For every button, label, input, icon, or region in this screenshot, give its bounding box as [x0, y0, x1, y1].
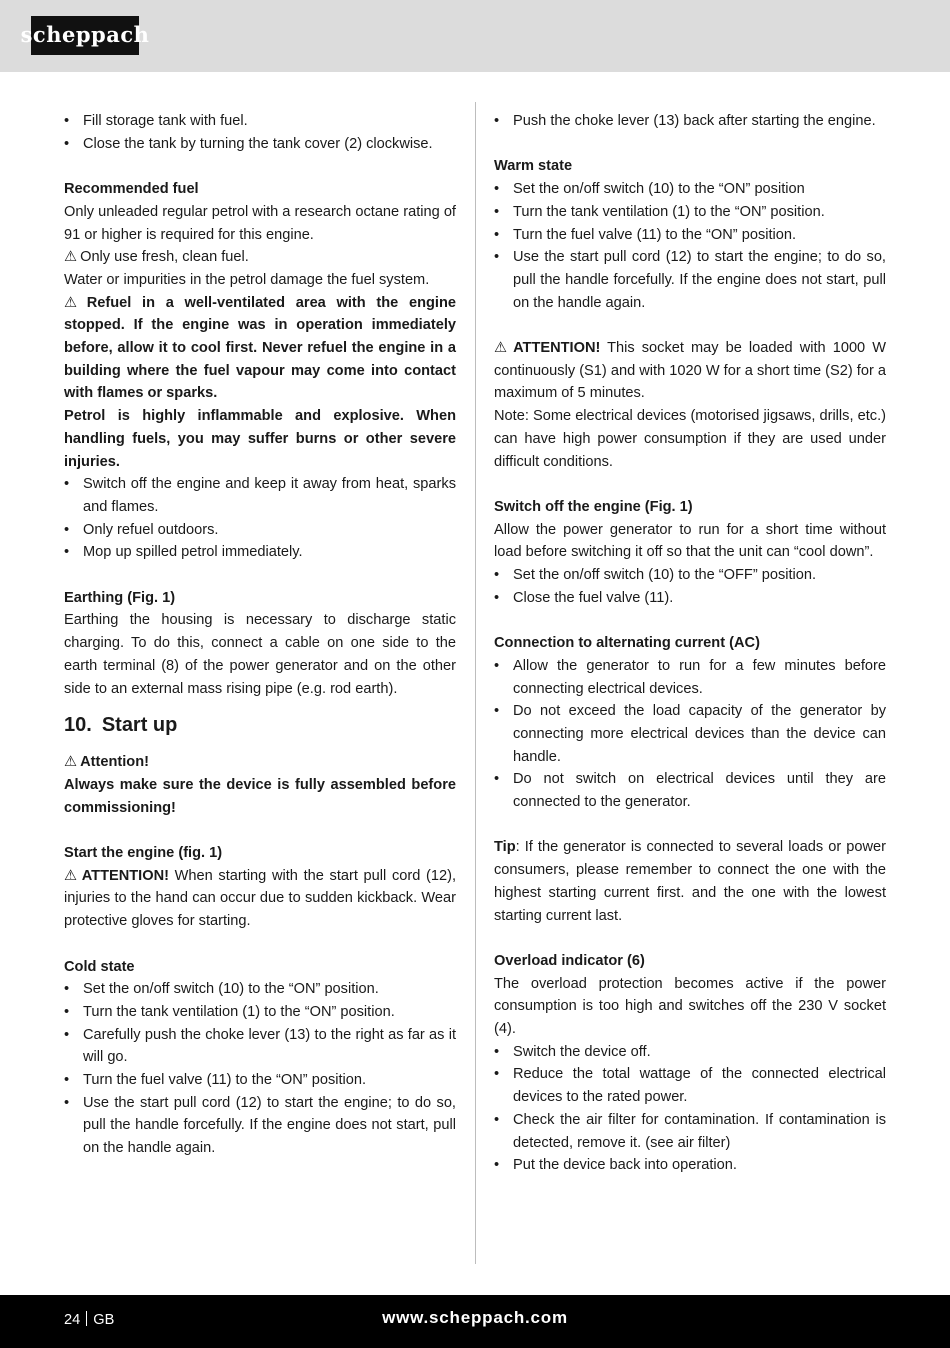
paragraph: ⚠ Only use fresh, clean fuel.	[64, 249, 249, 266]
bullet-list	[494, 655, 886, 814]
left-column	[64, 110, 456, 1160]
list-item: • Fill storage tank with fuel.	[64, 110, 456, 133]
list-item: • Check the air filter for contamination. If contamination is detected, remove it. (see air filter)	[494, 1109, 886, 1154]
paragraph: Earthing the housing is necessary to discharge static charging. To do this, connect a cable on one side to the earth terminal (8) of the power generator and on the other side to an external mass rising pipe (e.g. rod earth).	[64, 612, 456, 697]
tip-paragraph: Tip: If the generator is connected to several loads or power consumers, please remember to connect the one with the highest starting current first. and the one with the lowest starting current last.	[494, 839, 886, 924]
heading-warm-state: Warm state	[494, 158, 573, 175]
list-item: • Do not switch on electrical devices until they are connected to the generator.	[494, 768, 886, 813]
list-item: • Set the on/off switch (10) to the “ON” position.	[64, 978, 456, 1001]
heading-switch-off: Switch off the engine (Fig. 1)	[494, 498, 693, 515]
heading-earthing: Earthing (Fig. 1)	[64, 589, 176, 606]
bullet-list	[494, 1041, 886, 1177]
list-item: • Close the tank by turning the tank cover (2) clockwise.	[64, 133, 456, 156]
paragraph: Allow the power generator to run for a short time without load before switching it off so that the unit can “cool down”.	[494, 521, 886, 561]
list-item: • Push the choke lever (13) back after starting the engine.	[494, 110, 886, 133]
section-title: 10. Start up	[64, 714, 178, 737]
warning-icon: ⚠	[64, 249, 78, 266]
warning-icon: ⚠	[64, 294, 84, 311]
right-column	[494, 110, 886, 1177]
paragraph: ⚠ ATTENTION! This socket may be loaded with 1000 W continuously (S1) and with 1020 W for a short time (S2) for a maximum of 5 minutes.	[494, 340, 886, 402]
warning-icon: ⚠	[64, 754, 78, 771]
list-item: • Turn the tank ventilation (1) to the “ON” position.	[64, 1001, 456, 1024]
attention-text: Always make sure the device is fully assembled before commissioning!	[64, 776, 456, 816]
list-item: • Use the start pull cord (12) to start the engine; to do so, pull the handle forcefully. If the engine does not start, pull on the handle again.	[494, 246, 886, 314]
list-item: • Use the start pull cord (12) to start the engine; to do so, pull the handle forcefully. If the engine does not start, pull on the handle again.	[64, 1092, 456, 1160]
list-item: • Carefully push the choke lever (13) to the right as far as it will go.	[64, 1024, 456, 1069]
list-item: • Switch off the engine and keep it away from heat, sparks and flames.	[64, 473, 456, 518]
bullet-list	[64, 110, 456, 155]
bullet-list	[494, 110, 886, 133]
list-item: • Close the fuel valve (11).	[494, 587, 886, 610]
warning-paragraph: Petrol is highly inflammable and explosive. When handling fuels, you may suffer burns or other severe injuries.	[64, 408, 456, 470]
bullet-list	[494, 178, 886, 314]
warning-icon: ⚠	[64, 867, 79, 884]
page-number: 24 GB	[64, 1312, 115, 1328]
attention-label: ⚠ Attention!	[64, 754, 149, 771]
list-item: • Turn the fuel valve (11) to the “ON” position.	[494, 224, 886, 247]
heading-start-engine: Start the engine (fig. 1)	[64, 845, 223, 862]
bullet-list	[64, 473, 456, 564]
list-item: • Allow the generator to run for a few minutes before connecting electrical devices.	[494, 655, 886, 700]
website-url: www.scheppach.com	[382, 1308, 568, 1327]
column-divider	[475, 102, 476, 1264]
heading-cold-state: Cold state	[64, 958, 135, 975]
paragraph: Note: Some electrical devices (motorised jigsaws, drills, etc.) can have high power consumption if they are used under difficult conditions.	[494, 408, 886, 470]
list-item: • Switch the device off.	[494, 1041, 886, 1064]
scheppach-logo: scheppach	[31, 16, 139, 55]
list-item: • Put the device back into operation.	[494, 1154, 886, 1177]
paragraph: Water or impurities in the petrol damage the fuel system.	[64, 271, 430, 288]
header-bar	[0, 0, 950, 72]
heading-overload: Overload indicator (6)	[494, 952, 645, 969]
bullet-list	[64, 978, 456, 1160]
paragraph: Only unleaded regular petrol with a research octane rating of 91 or higher is required for this engine.	[64, 203, 456, 243]
list-item: • Only refuel outdoors.	[64, 519, 456, 542]
list-item: • Set the on/off switch (10) to the “OFF” position.	[494, 564, 886, 587]
warning-paragraph: ⚠ Refuel in a well-ventilated area with the engine stopped. If the engine was in operation immediately before, allow it to cool first. Never refuel the engine in a building where the fuel vapour may come into contact with flames or sparks.	[64, 294, 456, 402]
list-item: • Mop up spilled petrol immediately.	[64, 541, 456, 564]
footer-bar	[0, 1295, 950, 1348]
heading-recommended-fuel: Recommended fuel	[64, 181, 199, 198]
bullet-list	[494, 564, 886, 609]
list-item: • Set the on/off switch (10) to the “ON” position	[494, 178, 886, 201]
list-item: • Turn the tank ventilation (1) to the “ON” position.	[494, 201, 886, 224]
paragraph: The overload protection becomes active if the power consumption is too high and switches off the 230 V socket (4).	[494, 975, 886, 1038]
list-item: • Reduce the total wattage of the connected electrical devices to the rated power.	[494, 1063, 886, 1108]
list-item: • Do not exceed the load capacity of the generator by connecting more electrical devices than the device can handle.	[494, 700, 886, 768]
heading-ac-connection: Connection to alternating current (AC)	[494, 635, 760, 652]
paragraph: ⚠ ATTENTION! When starting with the start pull cord (12), injuries to the hand can occur due to sudden kickback. Wear protective gloves for starting.	[64, 867, 456, 930]
list-item: • Turn the fuel valve (11) to the “ON” position.	[64, 1069, 456, 1092]
warning-icon: ⚠	[494, 340, 511, 356]
